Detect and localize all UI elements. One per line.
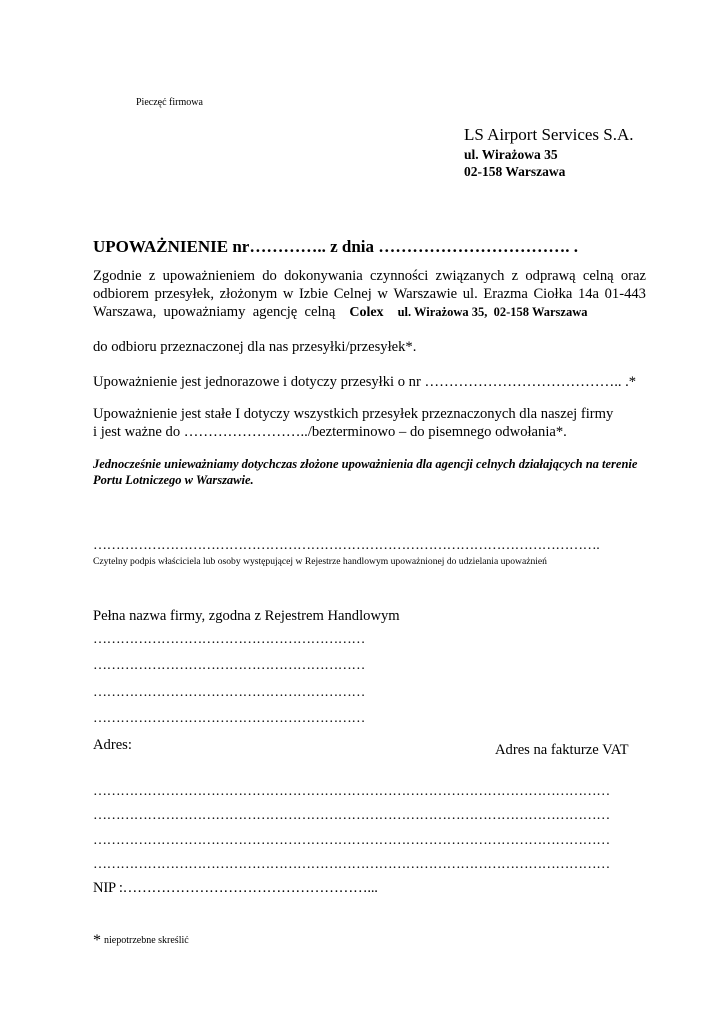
nip-field: NIP :……………………………………………... (93, 880, 378, 896)
recipient-company-street: ul. Wirażowa 35 (464, 147, 558, 162)
address-field-1: …………………………………………………………………………………………………… (93, 784, 610, 799)
firm-name-field-4: …………………………………………………… (93, 711, 366, 726)
company-stamp-label: Pieczęć firmowa (136, 97, 203, 108)
paragraph-word: związanych (435, 268, 505, 284)
paragraph-word: odbiorem (93, 286, 149, 302)
address-field-3: …………………………………………………………………………………………………… (93, 833, 610, 848)
address-label: Adres: (93, 737, 132, 753)
paragraph-word: 14a (577, 286, 600, 302)
authorization-paragraph (93, 267, 646, 322)
footnote-text: niepotrzebne skreślić (104, 935, 189, 946)
recipient-company-name: LS Airport Services S.A. (464, 125, 634, 144)
document-title: UPOWAŻNIENIE nr………….. z dnia ……………………………. . (93, 237, 579, 256)
paragraph-word: czynności (369, 268, 429, 284)
paragraph-word: do (262, 268, 277, 284)
paragraph-word: w (282, 286, 294, 302)
pickup-line: do odbioru przeznaczonej dla nas przesyłki/przesyłek*. (93, 339, 417, 355)
address-field-2: …………………………………………………………………………………………………… (93, 808, 610, 823)
paragraph-word: Zgodnie (93, 268, 142, 284)
agency-address: ul. Wirażowa 35, 02-158 Warszawa (397, 305, 588, 319)
vat-address-label: Adres na fakturze VAT (495, 742, 629, 758)
agency-name: Colex (349, 305, 384, 320)
firm-name-label: Pełna nazwa firmy, zgodna z Rejestrem Handlowym (93, 608, 400, 624)
revocation-note: Jednocześnie unieważniamy dotychczas złożone upoważnienia dla agencji celnych działających na terenie Portu Lotniczego w Warszawie. (93, 457, 638, 487)
paragraph-word: celną (582, 268, 614, 284)
paragraph-word: dokonywania (284, 268, 363, 284)
paragraph-word: Celnej (333, 286, 372, 302)
paragraph-word: z (148, 268, 156, 284)
firm-name-field-2: …………………………………………………… (93, 658, 366, 673)
paragraph-word: Ciołka (533, 286, 573, 302)
paragraph-word: upoważnieniem (162, 268, 255, 284)
paragraph-word: złożonym (219, 286, 278, 302)
paragraph-word: Erazma (483, 286, 528, 302)
paragraph-word: ul. (462, 286, 478, 302)
signature-line: …………………………………………………………………………………………………. (93, 538, 600, 553)
paragraph-line-1 (93, 267, 646, 285)
paragraph-word: Izbie (298, 286, 329, 302)
firm-name-field-1: …………………………………………………… (93, 632, 366, 647)
permanent-authorization-line-1: Upoważnienie jest stałe I dotyczy wszystkich przesyłek przeznaczonych dla naszej firmy (93, 406, 614, 422)
paragraph-line-2 (93, 285, 646, 303)
paragraph-word: z (511, 268, 519, 284)
permanent-authorization-line-2: i jest ważne do ……………………../bezterminowo – do pisemnego odwołania*. (93, 424, 567, 440)
footnote-asterisk: * (93, 932, 101, 949)
paragraph-line-3-text: Warszawa, upoważniamy agencję celną (93, 304, 336, 320)
address-field-4: …………………………………………………………………………………………………… (93, 857, 610, 872)
paragraph-word: Warszawie (393, 286, 458, 302)
firm-name-field-3: …………………………………………………… (93, 685, 366, 700)
paragraph-line-3 (93, 303, 646, 322)
paragraph-word: 01-443 (604, 286, 646, 302)
signature-caption: Czytelny podpis właściciela lub osoby występującej w Rejestrze handlowym upoważnionej do udzielania upoważnień (93, 556, 547, 567)
recipient-company-city: 02-158 Warszawa (464, 164, 566, 179)
paragraph-word: przesyłek, (154, 286, 215, 302)
paragraph-word: w (377, 286, 388, 302)
footnote (93, 932, 189, 950)
paragraph-word: odprawą (525, 268, 576, 284)
one-time-authorization-line: Upoważnienie jest jednorazowe i dotyczy przesyłki o nr ………………………………….. .* (93, 374, 637, 390)
paragraph-word: oraz (620, 268, 646, 284)
